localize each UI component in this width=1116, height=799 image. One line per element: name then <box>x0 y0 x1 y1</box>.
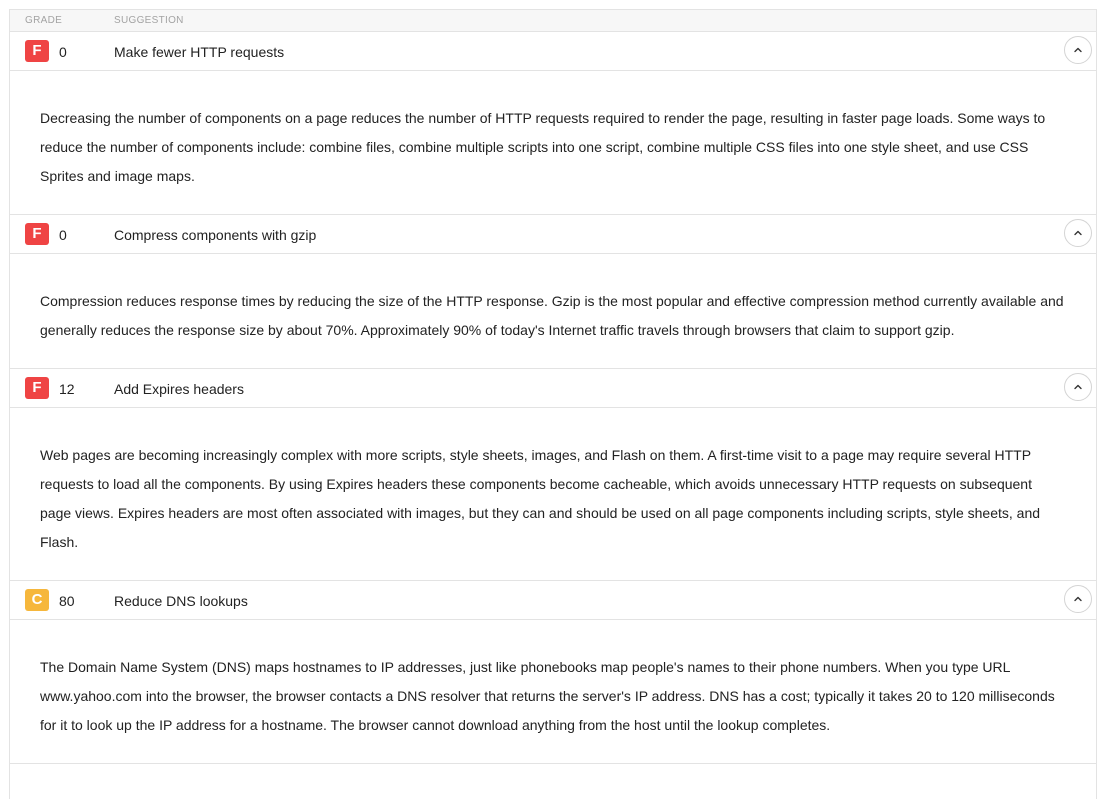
grade-badge: F <box>25 377 49 399</box>
suggestion-title: Compress components with gzip <box>114 227 317 243</box>
collapse-button[interactable] <box>1064 373 1092 401</box>
chevron-up-icon <box>1073 594 1083 604</box>
score-value: 80 <box>59 593 75 609</box>
table-row <box>10 581 1096 764</box>
grade-column-header: GRADE <box>25 15 63 26</box>
suggestion-title: Add Expires headers <box>114 381 244 397</box>
score-value: 0 <box>59 44 67 60</box>
suggestion-column-header: SUGGESTION <box>114 15 184 26</box>
collapse-button[interactable] <box>1064 585 1092 613</box>
score-value: 0 <box>59 227 67 243</box>
grade-badge: F <box>25 223 49 245</box>
row-header[interactable] <box>10 215 1096 254</box>
chevron-up-icon <box>1073 382 1083 392</box>
suggestion-title: Make fewer HTTP requests <box>114 44 285 60</box>
suggestion-description: Compression reduces response times by reducing the size of the HTTP response. Gzip is the most popular and effective compression method currently available and generally reduces the response size by about 70%. Approximately 90% of today's Internet traffic travels through browsers that claim to support gzip. <box>40 293 1064 338</box>
suggestions-table <box>9 9 1097 799</box>
table-row <box>10 215 1096 369</box>
chevron-up-icon <box>1073 45 1083 55</box>
grade-badge: F <box>25 40 49 62</box>
suggestion-description: Decreasing the number of components on a page reduces the number of HTTP requests required to render the page, resulting in faster page loads. Some ways to reduce the number of components include: combine files, combine multiple scripts into one script, combine multiple CSS files into one style sheet, and use CSS Sprites and image maps. <box>40 110 1046 184</box>
table-row <box>10 32 1096 215</box>
row-header[interactable] <box>10 581 1096 620</box>
table-header <box>10 10 1096 32</box>
row-header[interactable] <box>10 32 1096 71</box>
table-row <box>10 369 1096 581</box>
suggestion-description: The Domain Name System (DNS) maps hostnames to IP addresses, just like phonebooks map people's names to their phone numbers. When you type URL www.yahoo.com into the browser, the browser contacts a DNS resolver that returns the server's IP address. DNS has a cost; typically it takes 20 to 120 milliseconds for it to look up the IP address for a hostname. The browser cannot download anything from the host until the lookup completes. <box>40 659 1055 733</box>
score-value: 12 <box>59 381 75 397</box>
row-header[interactable] <box>10 369 1096 408</box>
suggestion-description: Web pages are becoming increasingly complex with more scripts, style sheets, images, and Flash on them. A first-time visit to a page may require several HTTP requests to load all the components. By using Expires headers these components become cacheable, which avoids unnecessary HTTP requests on subsequent page views. Expires headers are most often associated with images, but they can and should be used on all page components including scripts, style sheets, and Flash. <box>40 447 1041 550</box>
suggestion-title: Reduce DNS lookups <box>114 593 248 609</box>
collapse-button[interactable] <box>1064 36 1092 64</box>
grade-badge: C <box>25 589 49 611</box>
chevron-up-icon <box>1073 228 1083 238</box>
collapse-button[interactable] <box>1064 219 1092 247</box>
